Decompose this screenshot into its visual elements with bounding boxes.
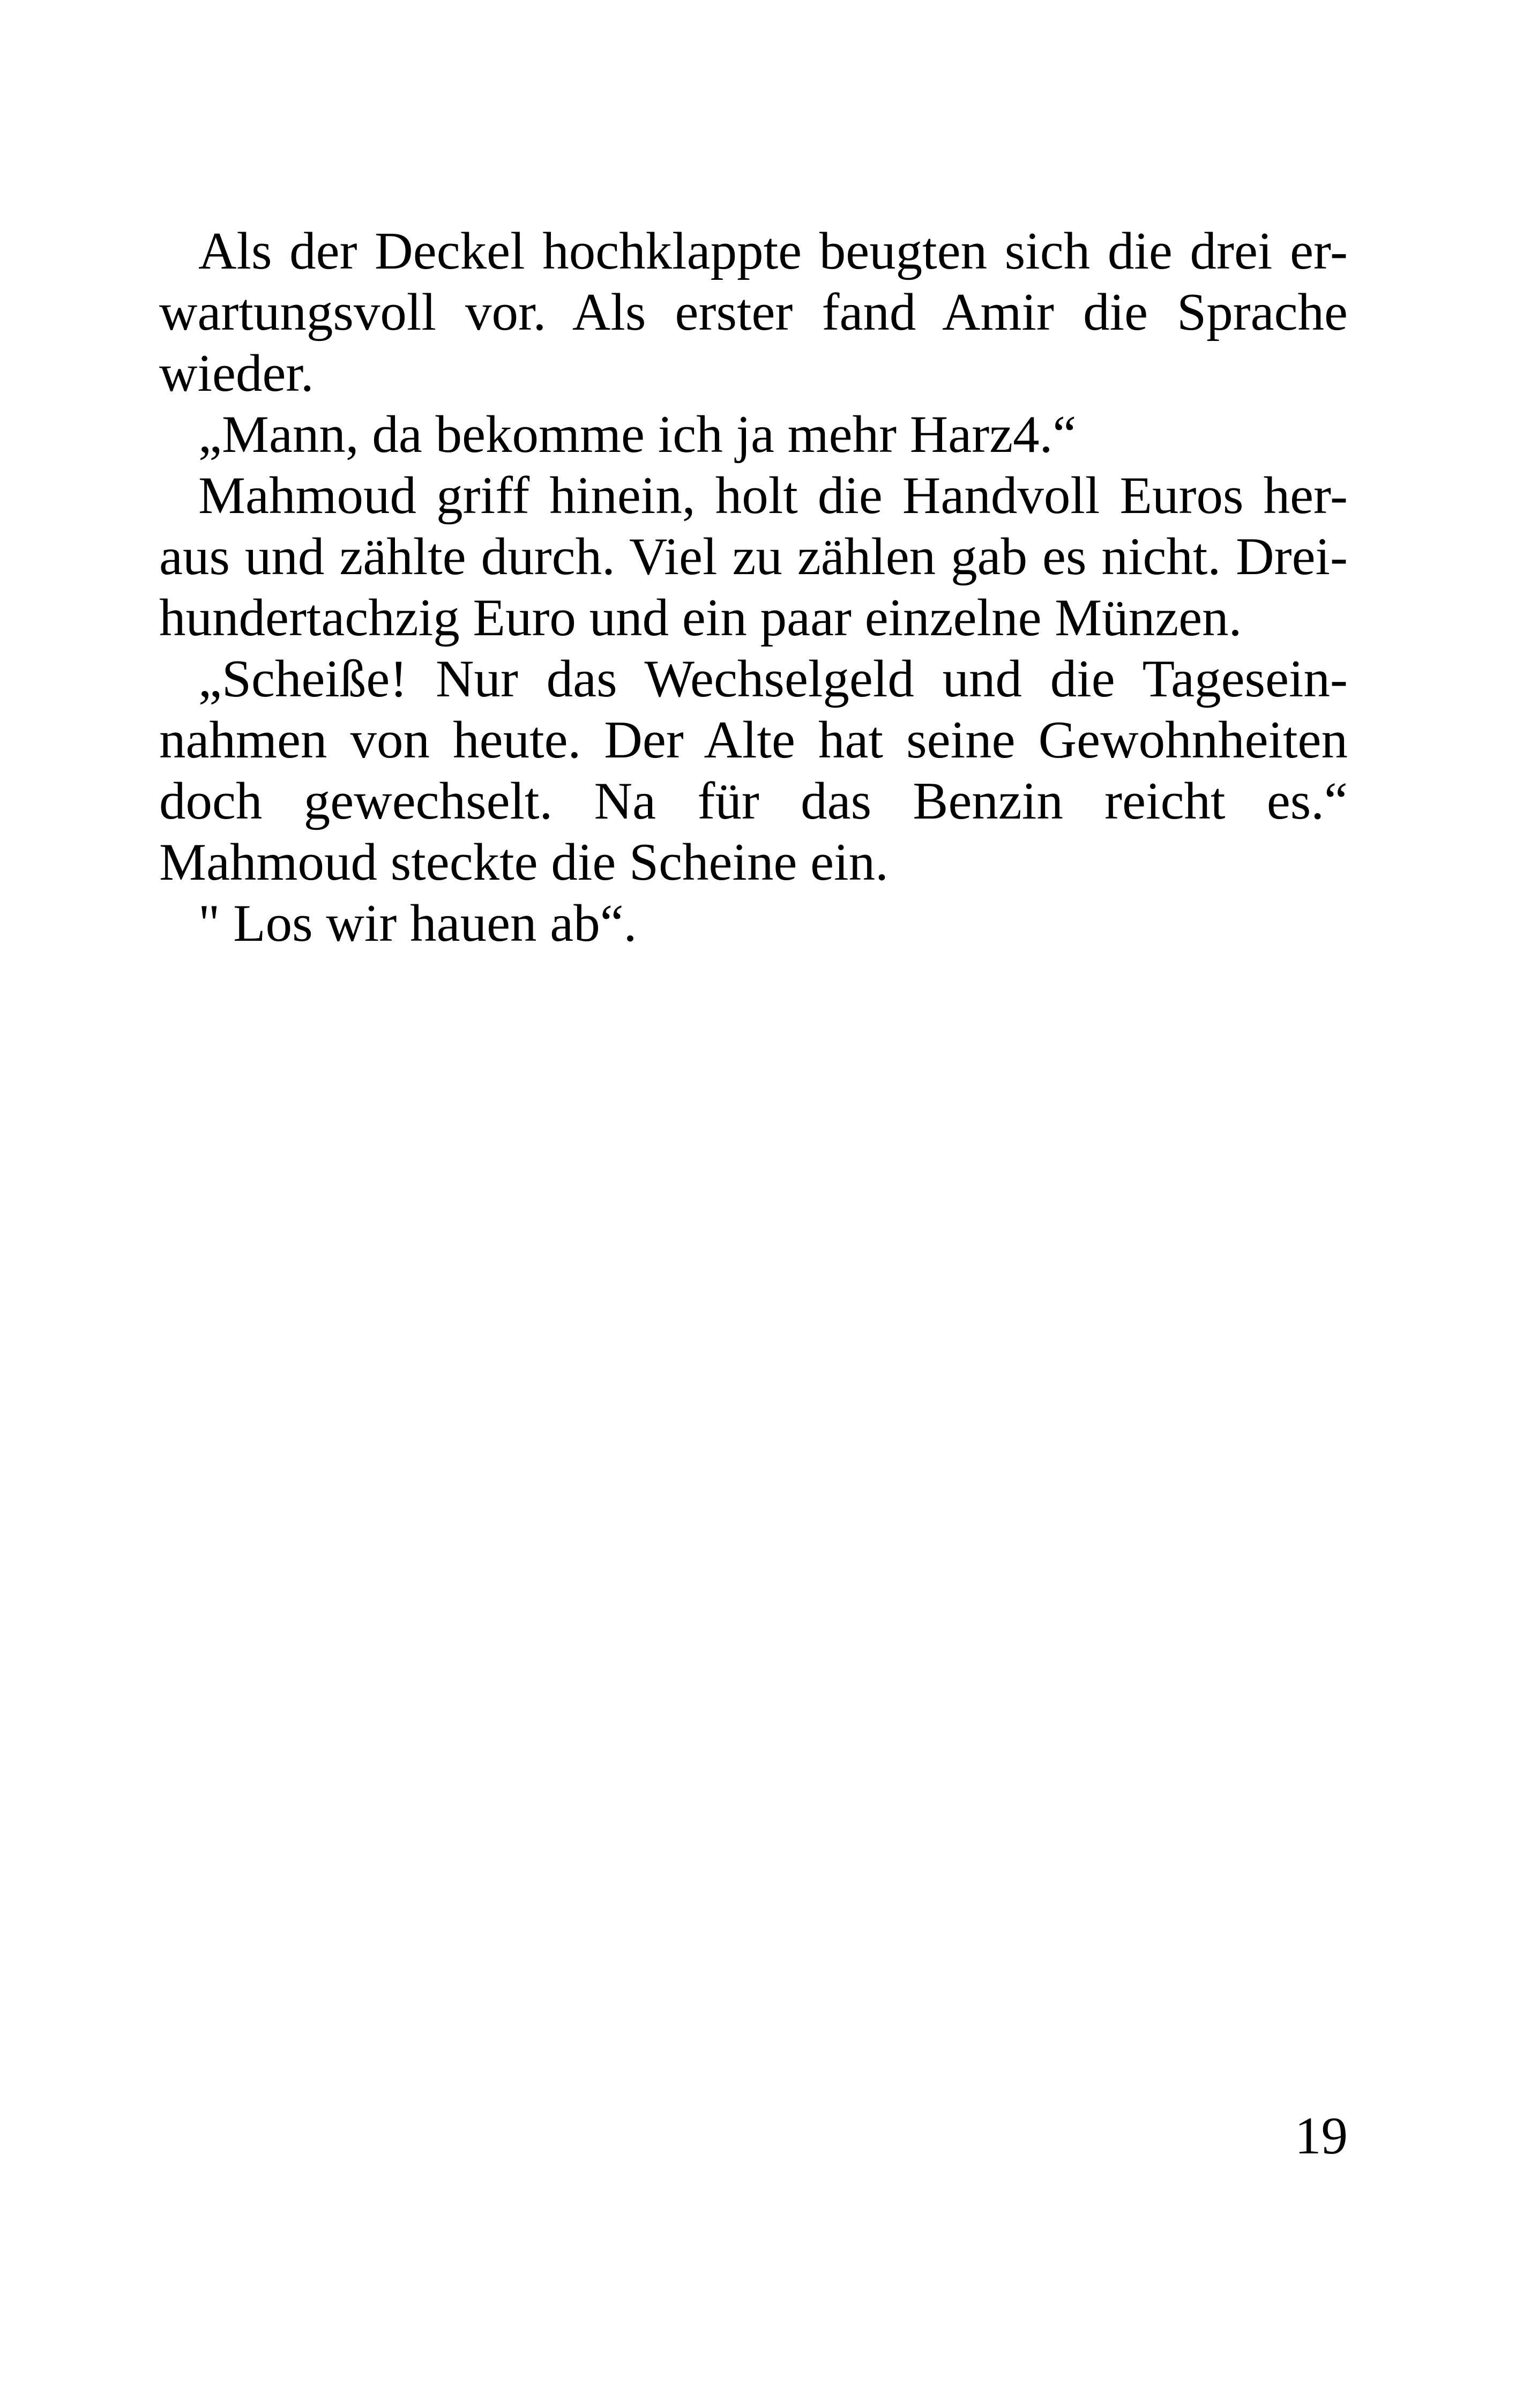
text-line: „Scheiße! Nur das Wechselgeld und die Tagesein- — [198, 650, 1348, 708]
text-line: Mahmoud steckte die Scheine ein. — [159, 833, 889, 891]
text-line: Als der Deckel hochklappte beugten sich die drei er- — [198, 222, 1348, 280]
text-line: aus und zählte durch. Viel zu zählen gab es nicht. Drei- — [159, 527, 1348, 586]
text-line: „Mann, da bekomme ich ja mehr Harz4.“ — [198, 405, 1077, 464]
text-line: hundertachzig Euro und ein paar einzelne Münzen. — [159, 589, 1242, 647]
text-line: doch gewechselt. Na für das Benzin reicht es.“ — [159, 772, 1348, 830]
text-line: nahmen von heute. Der Alte hat seine Gewohnheiten — [159, 711, 1348, 769]
text-line: Mahmoud griff hinein, holt die Handvoll Euros her- — [198, 466, 1348, 525]
text-line: wartungsvoll vor. Als erster fand Amir die Sprache — [159, 283, 1348, 341]
text-line: wieder. — [159, 344, 314, 403]
page-number: 19 — [1295, 2107, 1348, 2165]
text-line: " Los wir hauen ab“. — [198, 894, 637, 953]
